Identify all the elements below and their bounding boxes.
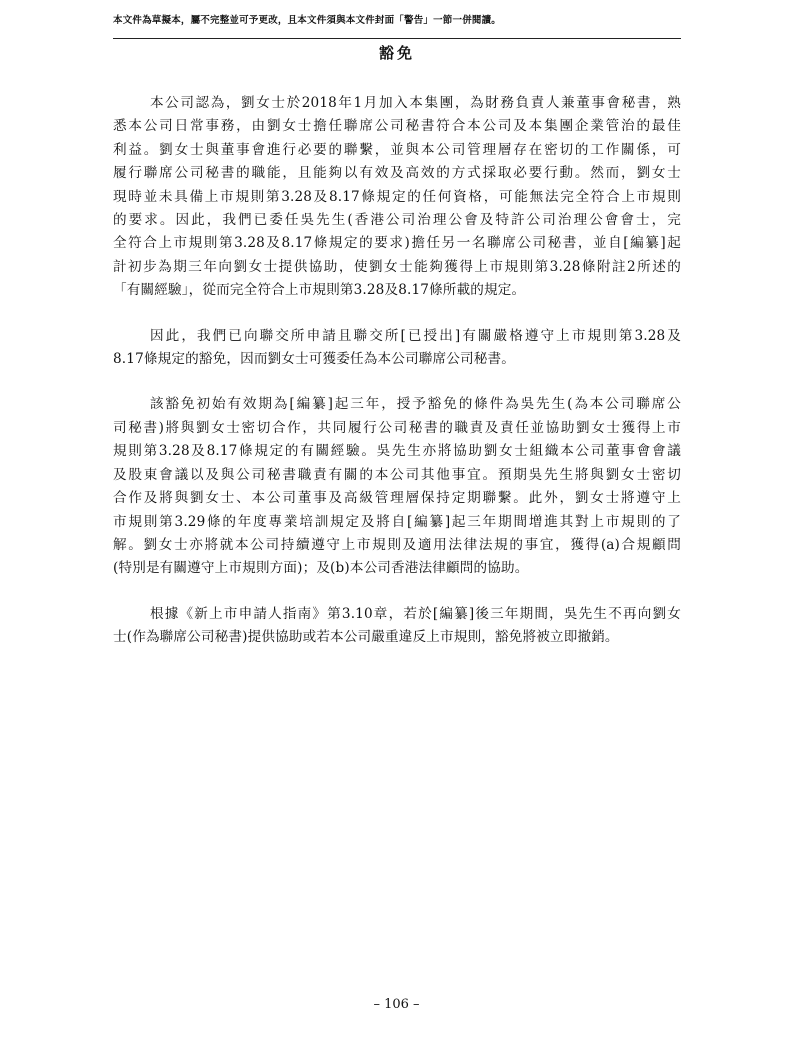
paragraph-line: 8.17條規定的豁免，因而劉女士可獲委任為本公司聯席公司秘書。: [113, 351, 515, 368]
paragraph-line: 的要求。因此，我們已委任吳先生(香港公司治理公會及特許公司治理公會會士，完: [113, 212, 681, 229]
section-title: 豁免: [378, 44, 415, 62]
paragraph-line: 利益。劉女士與董事會進行必要的聯繫，並與本公司管理層存在密切的工作關係，可: [113, 141, 681, 158]
paragraph-line: 根據《新上市申請人指南》第3.10章，若於[編纂]後三年期間，吳先生不再向劉女: [150, 605, 681, 622]
paragraph-line: (特別是有關遵守上市規則方面)；及(b)本公司香港法律顧問的協助。: [113, 560, 529, 577]
paragraph-line: 全符合上市規則第3.28及8.17條規定的要求)擔任另一名聯席公司秘書，並自[編纂]起: [113, 235, 681, 252]
paragraph-line: 解。劉女士亦將就本公司持續遵守上市規則及適用法律法規的事宜，獲得(a)合規顧問: [113, 536, 681, 553]
paragraph-2: [113, 325, 681, 372]
paragraph-line: 規則第3.28及8.17條規定的有關經驗。吳先生亦將協助劉女士組織本公司董事會會議: [113, 443, 681, 460]
paragraph-1: [113, 92, 681, 303]
page-number: – 106 –: [373, 997, 420, 1012]
paragraph-line: 因此，我們已向聯交所申請且聯交所[已授出]有關嚴格遵守上市規則第3.28及: [150, 327, 681, 344]
paragraph-line: 該豁免初始有效期為[編纂]起三年，授予豁免的條件為吳先生(為本公司聯席公: [150, 396, 681, 413]
paragraph-line: 士(作為聯席公司秘書)提供協助或若本公司嚴重違反上市規則，豁免將被立即撤銷。: [113, 629, 619, 646]
paragraph-line: 履行聯席公司秘書的職能，且能夠以有效及高效的方式採取必要行動。然而，劉女士: [113, 165, 681, 182]
document-body: [113, 92, 681, 672]
paragraph-line: 市規則第3.29條的年度專業培訓規定及將自[編纂]起三年期間增進其對上市規則的了: [113, 513, 681, 530]
paragraph-line: 本公司認為，劉女士於2018年1月加入本集團，為財務負責人兼董事會秘書，熟: [150, 95, 681, 111]
paragraph-line: 司秘書)將與劉女士密切合作，共同履行公司秘書的職責及責任並協助劉女士獲得上市: [113, 419, 681, 436]
paragraph-line: 合作及將與劉女士、本公司董事及高級管理層保持定期聯繫。此外，劉女士將遵守上: [113, 490, 681, 507]
paragraph-4: [113, 603, 681, 650]
paragraph-line: 現時並未具備上市規則第3.28及8.17條規定的任何資格，可能無法完全符合上市規則: [113, 188, 681, 205]
paragraph-3: [113, 393, 681, 580]
paragraph-line: 及股東會議以及與公司秘書職責有關的本公司其他事宜。預期吳先生將與劉女士密切: [113, 466, 681, 483]
draft-notice: 本文件為草擬本，屬不完整並可予更改，且本文件須與本文件封面「警告」一節一併閱讀。: [113, 15, 502, 26]
paragraph-line: 「有關經驗」，從而完全符合上市規則第3.28及8.17條所載的規定。: [113, 282, 526, 299]
paragraph-line: 悉本公司日常事務，由劉女士擔任聯席公司秘書符合本公司及本集團企業管治的最佳: [113, 118, 681, 135]
paragraph-line: 計初步為期三年向劉女士提供協助，使劉女士能夠獲得上市規則第3.28條附註2所述的: [113, 258, 681, 275]
header-divider: [113, 38, 681, 39]
